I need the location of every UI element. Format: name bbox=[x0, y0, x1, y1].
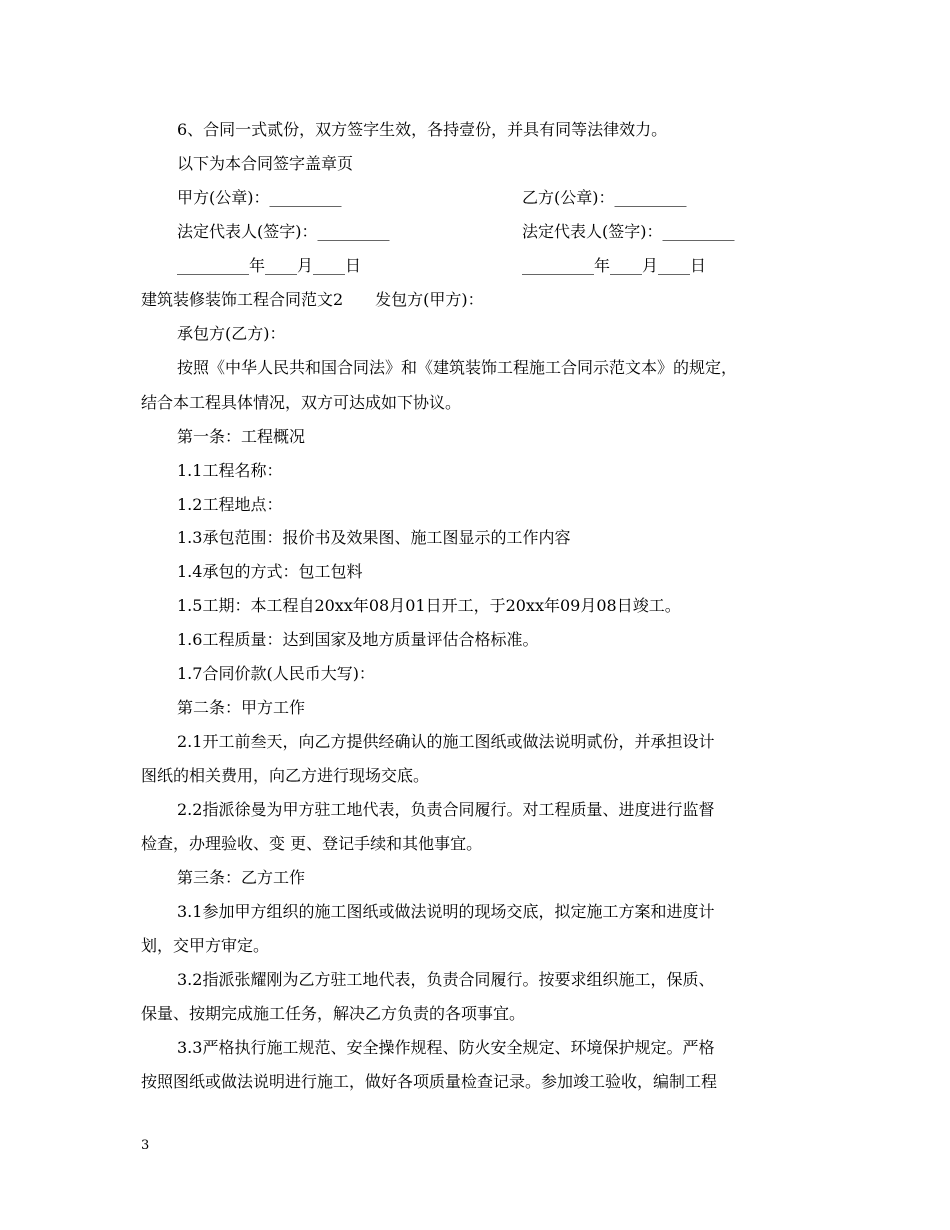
party-b-representative-field: 法定代表人(签字)：_________ bbox=[522, 222, 735, 241]
clause-6: 6、合同一式贰份，双方签字生效，各持壹份，并具有同等法律效力。 bbox=[177, 120, 668, 139]
item-2-2-line-1: 2.2指派徐曼为甲方驻工地代表，负责合同履行。对工程质量、进度进行监督 bbox=[177, 800, 715, 819]
item-1-5: 1.5工期：本工程自20xx年08月01日开工，于20xx年09月08日竣工。 bbox=[177, 596, 681, 615]
intro-paragraph-line-1: 按照《中华人民共和国合同法》和《建筑装饰工程施工合同示范文本》的规定， bbox=[177, 358, 738, 377]
item-2-2-line-2: 检查，办理验收、变 更、登记手续和其他事宜。 bbox=[141, 834, 483, 853]
item-1-6: 1.6工程质量：达到国家及地方质量评估合格标准。 bbox=[177, 630, 539, 649]
item-3-3-line-1: 3.3严格执行施工规范、安全操作规程、防火安全规定、环境保护规定。严格 bbox=[177, 1038, 715, 1057]
item-1-4: 1.4承包的方式：包工包料 bbox=[177, 562, 363, 581]
article-2-title: 第二条：甲方工作 bbox=[177, 698, 306, 717]
contractor-line: 承包方(乙方)： bbox=[177, 324, 286, 343]
item-3-2-line-1: 3.2指派张耀刚为乙方驻工地代表，负责合同履行。按要求组织施工，保质、 bbox=[177, 970, 715, 989]
item-1-7: 1.7合同价款(人民币大写)： bbox=[177, 664, 375, 683]
signature-page-note: 以下为本合同签字盖章页 bbox=[177, 154, 354, 173]
article-1-title: 第一条：工程概况 bbox=[177, 427, 306, 446]
item-3-3-line-2: 按照图纸或做法说明进行施工，做好各项质量检查记录。参加竣工验收，编制工程 bbox=[141, 1072, 718, 1091]
item-3-2-line-2: 保量、按期完成施工任务，解决乙方负责的各项事宜。 bbox=[141, 1004, 526, 1023]
item-1-1: 1.1工程名称： bbox=[177, 461, 283, 480]
item-3-1-line-1: 3.1参加甲方组织的施工图纸或做法说明的现场交底，拟定施工方案和进度计 bbox=[177, 902, 715, 921]
article-3-title: 第三条：乙方工作 bbox=[177, 868, 306, 887]
party-a-representative-field: 法定代表人(签字)：_________ bbox=[177, 222, 390, 241]
party-b-seal-field: 乙方(公章)：_________ bbox=[522, 188, 687, 207]
item-3-1-line-2: 划，交甲方审定。 bbox=[141, 936, 270, 955]
party-a-seal-field: 甲方(公章)：_________ bbox=[177, 188, 342, 207]
party-b-date-field: _________年____月____日 bbox=[522, 256, 707, 275]
item-2-1-line-2: 图纸的相关费用，向乙方进行现场交底。 bbox=[141, 766, 430, 785]
item-1-3: 1.3承包范围：报价书及效果图、施工图显示的工作内容 bbox=[177, 528, 571, 547]
item-1-2: 1.2工程地点： bbox=[177, 495, 283, 514]
party-a-date-field: _________年____月____日 bbox=[177, 256, 362, 275]
page-number: 3 bbox=[141, 1138, 150, 1153]
document-title-line: 建筑装修装饰工程合同范文2 发包方(甲方)： bbox=[141, 290, 484, 309]
intro-paragraph-line-2: 结合本工程具体情况，双方可达成如下协议。 bbox=[141, 393, 462, 412]
item-2-1-line-1: 2.1开工前叁天，向乙方提供经确认的施工图纸或做法说明贰份，并承担设计 bbox=[177, 732, 715, 751]
